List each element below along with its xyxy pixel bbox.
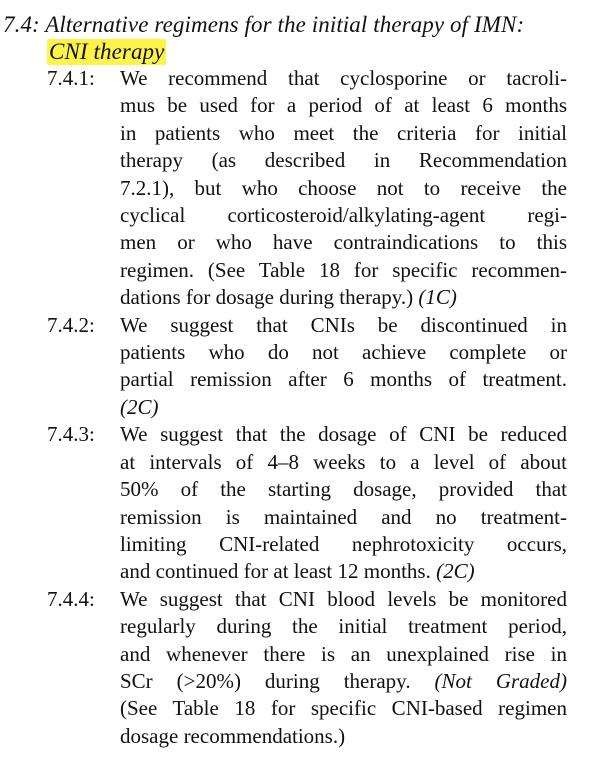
text-line — [120, 284, 567, 311]
recommendation-text — [120, 586, 567, 750]
recommendation-text — [120, 65, 567, 312]
evidence-grade: (2C) — [436, 559, 475, 584]
recommendation-7-4-1 — [0, 65, 567, 312]
section-heading-line-2 — [3, 38, 583, 65]
section-heading — [3, 11, 583, 65]
text-line: patients who do not achieve complete or — [120, 340, 567, 365]
text-line: We suggest that the dosage of CNI be reduced — [120, 422, 567, 447]
text-line: 50% of the starting dosage, provided that — [120, 477, 567, 502]
section-title-line-1: Alternative regimens for the initial therapy of IMN: — [45, 12, 525, 37]
text-line: and whenever there is an unexplained rise in — [120, 641, 567, 666]
recommendation-number: 7.4.4: — [47, 586, 95, 611]
text-line — [120, 558, 567, 585]
recommendation-7-4-3 — [0, 421, 567, 585]
text-line: remission is maintained and no treatment- — [120, 504, 567, 529]
text-line — [120, 668, 567, 695]
text-line: in patients who meet the criteria for initial — [120, 120, 567, 145]
text-line: partial remission after 6 months of treatment. — [120, 367, 567, 392]
text-line: regularly during the initial treatment period, — [120, 614, 567, 639]
text-line-content: and continued for at least 12 months. — [120, 559, 431, 584]
text-line: therapy (as described in Recommendation — [120, 148, 567, 173]
text-line — [120, 394, 567, 421]
text-line-content: SCr (>20%) during therapy. — [120, 668, 411, 693]
section-number: 7.4: — [3, 12, 40, 37]
evidence-grade: (2C) — [120, 394, 159, 419]
text-line: dosage recommendations.) — [120, 723, 346, 748]
text-line: men or who have contraindications to this — [120, 230, 567, 255]
text-line-content: dations for dosage during therapy.) — [120, 285, 414, 310]
text-line: regimen. (See Table 18 for specific recommen- — [120, 257, 567, 282]
section-heading-line-1 — [3, 11, 583, 38]
recommendation-7-4-4 — [0, 586, 567, 750]
evidence-grade: (Not Graded) — [434, 668, 567, 693]
text-line: (See Table 18 for specific CNI-based regimen — [120, 696, 567, 721]
recommendation-number: 7.4.2: — [47, 312, 95, 337]
recommendation-7-4-2 — [0, 312, 567, 422]
text-line: at intervals of 4–8 weeks to a level of about — [120, 449, 567, 474]
text-line: We suggest that CNIs be discontinued in — [120, 312, 567, 337]
evidence-grade: (1C) — [418, 285, 457, 310]
recommendation-text — [120, 421, 567, 585]
recommendation-number: 7.4.3: — [47, 422, 95, 447]
text-line: mus be used for a period of at least 6 months — [120, 93, 567, 118]
text-line: We suggest that CNI blood levels be monitored — [120, 586, 567, 611]
recommendation-number: 7.4.1: — [47, 66, 95, 90]
recommendation-list — [0, 65, 589, 750]
text-line: 7.2.1), but who choose not to receive the — [120, 175, 567, 200]
text-line: limiting CNI-related nephrotoxicity occurs, — [120, 531, 567, 556]
text-line: We recommend that cyclosporine or tacroli- — [120, 66, 567, 90]
recommendation-text — [120, 312, 567, 422]
text-line: cyclical corticosteroid/alkylating-agent regi- — [120, 203, 567, 228]
section-title-highlight: CNI therapy — [49, 39, 165, 64]
